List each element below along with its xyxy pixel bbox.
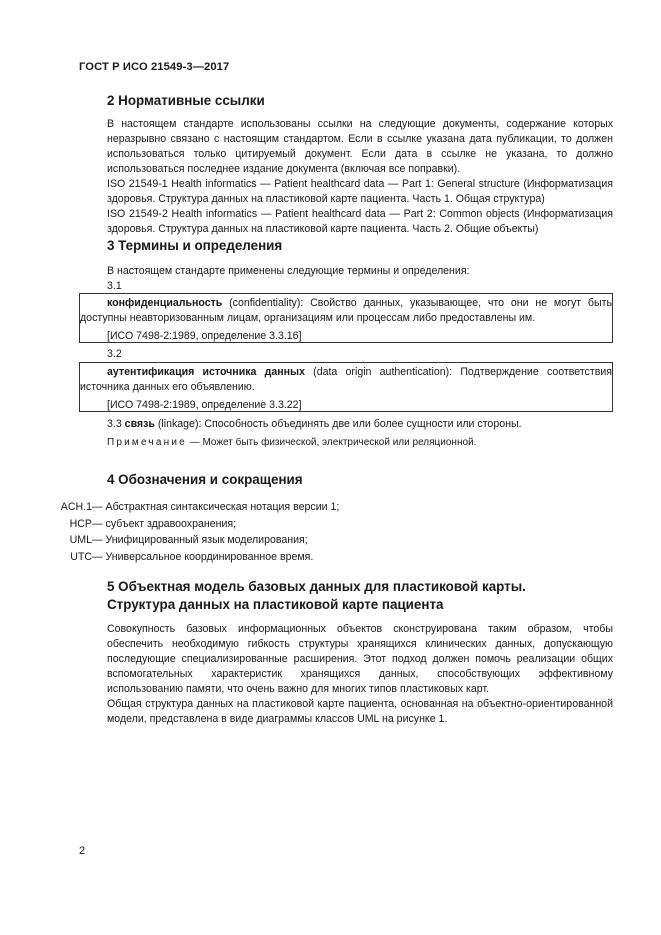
document-header: ГОСТ Р ИСО 21549-3—2017 [79,61,230,73]
abbr-term: UML [69,534,92,546]
section-3-intro: В настоящем стандарте применены следующие термины и определения: [107,265,470,277]
term-3-3-number: 3.3 [107,418,125,430]
normative-ref-2: ISO 21549-2 Health informatics — Patient healthcard data — Part 2: Common objects (Информатизация здоровья. Структура данных на пластиковой карте пациента. Часть 2. Общие объекты) [107,208,613,235]
section-5-body [79,622,613,727]
term-3-3 [107,417,522,432]
abbr-term: HCP [69,518,92,530]
term-3-1-text: (confidentiality): Свойство данных, указывающее, что они не могут быть доступны неавторизованным лицам, организациям или процессам либо предоставлены им. [80,297,612,324]
term-3-2-term: аутентификация источника данных [107,366,305,378]
abbr-term: ACH.1 [60,501,92,513]
term-3-1-term: конфиденциальность [107,297,223,309]
note-label: Примечание [107,437,187,448]
abbr-definition: — Унифицированный язык моделирования; [92,534,308,546]
term-3-2-text: (data origin authentication): Подтверждение соответствия источника данных его объявлению. [80,366,612,393]
abbr-definition: — субъект здравоохранения; [92,518,237,530]
section-5-paragraph-2: Общая структура данных на пластиковой карте пациента, основанная на объектно-ориентированной модели, представлена в виде диаграммы классов UML на рисунке 1. [107,698,613,725]
term-3-1-box [79,293,613,343]
section-5-heading-line-1: 5 Объектная модель базовых данных для пластиковой карты. [107,579,526,594]
term-3-1-source: [ИСО 7498-2:1989, определение 3.3.16] [107,330,302,342]
section-5-heading-line-2: Структура данных на пластиковой карте пациента [107,597,444,612]
section-2-intro [79,117,613,237]
abbr-definition: — Универсальное координированное время. [92,551,314,563]
section-2-heading: 2 Нормативные ссылки [107,93,265,108]
term-3-1-number: 3.1 [107,280,122,292]
term-3-3-note [107,435,476,450]
term-3-2-definition [80,363,612,395]
section-2-intro-text: В настоящем стандарте использованы ссылки на следующие документы, содержание которых неразрывно связано с настоящим стандартом. Если в ссылке указана дата публикации, то должен использоваться только цитируемый документ. Если дата в ссылке не указана, то должно использоваться последнее издание документа (включая все поправки). [107,118,613,175]
page-number: 2 [79,845,86,857]
section-5-paragraph-1: Совокупность базовых информационных объектов сконструирована таким образом, чтобы обеспечить необходимую гибкость структуры хранящихся клинических данных, допускающую последующие специализированные расширения. Этот подход должен помочь реализации общих вспомогательных характеристик хранящихся данных, способствующих эффективному использованию памяти, что очень важно для многих типов пластиковых карт. [107,623,613,695]
normative-ref-1: ISO 21549-1 Health informatics — Patient healthcard data — Part 1: General structure (Информатизация здоровья. Структура данных на пластиковой карте пациента. Часть 1. Общая структура) [107,178,613,205]
term-3-2-number: 3.2 [107,348,122,360]
term-3-3-term: связь [124,418,155,430]
abbr-term: UTC [70,551,92,563]
note-text: — Может быть физической, электрической или реляционной. [186,437,477,448]
section-4-heading: 4 Обозначения и сокращения [107,472,303,487]
term-3-2-box [79,362,613,412]
section-3-heading: 3 Термины и определения [107,238,283,253]
term-3-1-definition [80,294,612,326]
abbr-definition: — Абстрактная синтаксическая нотация версии 1; [92,501,340,513]
term-3-3-text: (linkage): Способность объединять две или более сущности или стороны. [154,418,522,430]
term-3-2-source: [ИСО 7498-2:1989, определение 3.3.22] [107,399,302,411]
